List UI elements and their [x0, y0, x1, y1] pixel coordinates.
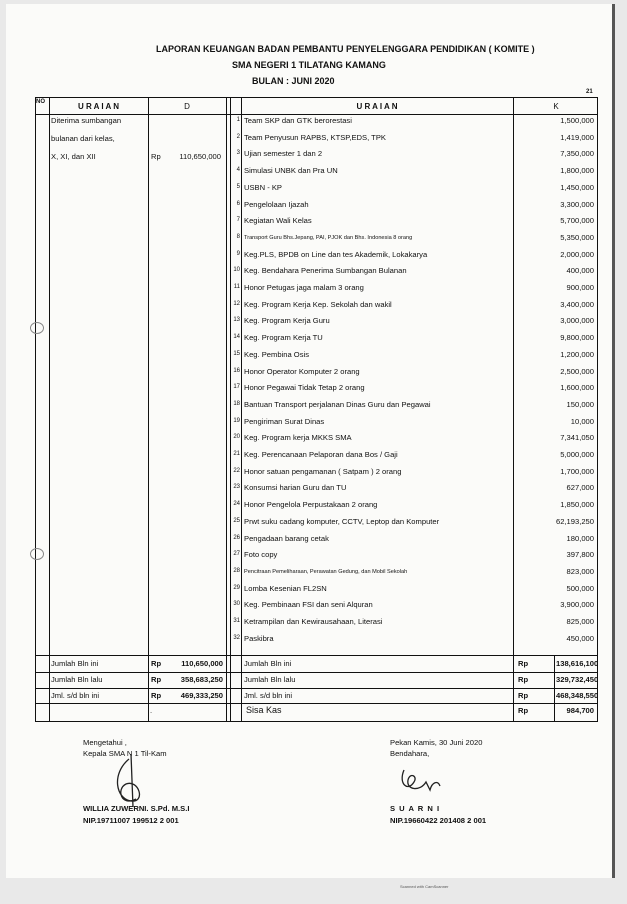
expense-amount: 1,419,000 — [560, 132, 594, 142]
expense-desc: Keg. Perencanaan Pelaporan dana Bos / Gaji — [244, 450, 398, 459]
totals-row-line — [36, 672, 597, 673]
totals-row-line — [36, 703, 597, 704]
expense-amount: 7,350,000 — [560, 149, 594, 159]
expense-no: 18 — [233, 400, 240, 407]
signature-scribble-left — [101, 749, 161, 809]
expense-amount: 1,600,000 — [560, 383, 594, 393]
expense-desc: Pengadaan barang cetak — [244, 533, 329, 543]
expense-amount: 1,850,000 — [560, 500, 594, 510]
sign-right-name: S U A R N I — [390, 804, 441, 813]
total-right-amount: 138,616,100 — [556, 659, 599, 668]
income-line: X, XI, dan XII — [51, 152, 96, 161]
expense-amount: 900,000 — [566, 283, 594, 292]
expense-no: 32 — [233, 634, 240, 641]
sisa-kas-dot: . — [150, 706, 153, 715]
expense-desc: Ujian semester 1 dan 2 — [244, 149, 323, 159]
sisa-kas-amount: 984,700 — [566, 706, 594, 715]
expense-no: 30 — [233, 601, 240, 608]
expense-desc: Pencitraan Pemeliharaan, Perawatan Gedung, dan Mobil Sekolah — [244, 568, 408, 575]
expense-no: 31 — [233, 618, 240, 624]
expense-amount: 10,000 — [570, 416, 594, 426]
total-right-label: Jml. s/d bln ini — [244, 691, 293, 700]
col-divider — [49, 98, 50, 721]
expense-no: 7 — [236, 217, 240, 224]
expense-amount: 823,000 — [566, 566, 594, 576]
scanner-footer: Scanned with CamScanner — [400, 884, 449, 889]
income-amount: 110,650,000 — [179, 152, 221, 161]
expense-no: 28 — [233, 567, 240, 574]
total-right-rp: Rp — [518, 675, 529, 684]
total-left-amount: 469,333,250 — [180, 691, 223, 700]
total-left-rp: Rp — [151, 659, 162, 668]
expense-amount: 825,000 — [566, 617, 594, 626]
expense-amount: 3,900,000 — [560, 600, 594, 610]
expense-no: 9 — [236, 250, 240, 257]
expense-desc: Team Penyusun RAPBS, KTSP,EDS, TPK — [244, 132, 386, 142]
expense-no: 4 — [236, 167, 240, 174]
expense-desc: Bantuan Transport perjalanan Dinas Guru dan Pegawai — [244, 399, 431, 409]
page-number: 21 — [586, 89, 593, 95]
expense-no: 13 — [233, 317, 240, 324]
sign-left-name: WILLIA ZUWERNI. S.Pd. M.S.I — [83, 804, 190, 813]
expense-amount: 7,341,050 — [560, 433, 594, 443]
school-name: SMA NEGERI 1 TILATANG KAMANG — [232, 60, 386, 70]
expense-no: 26 — [233, 534, 240, 541]
expense-no: 20 — [233, 434, 240, 441]
expense-amount: 3,300,000 — [560, 199, 594, 209]
expense-desc: Keg. Pembinaan FSI dan seni Alquran — [244, 600, 373, 610]
document-page — [6, 4, 615, 878]
expense-no: 29 — [233, 584, 240, 591]
expense-desc: Lomba Kesenian FL2SN — [244, 583, 327, 593]
total-left-amount: 110,650,000 — [181, 659, 223, 668]
expense-desc: Team SKP dan GTK berorestasi — [244, 116, 352, 125]
income-line: Diterima sumbangan — [51, 116, 122, 125]
expense-no: 17 — [233, 384, 240, 391]
header-row-line — [36, 114, 597, 115]
total-left-amount: 358,683,250 — [180, 675, 223, 684]
col-header-k: K — [553, 102, 559, 111]
expense-amount: 180,000 — [566, 533, 594, 543]
sisa-kas-rp: Rp — [518, 706, 529, 715]
expense-no: 5 — [236, 183, 240, 190]
expense-no: 22 — [233, 467, 240, 474]
expense-desc: Ketrampilan dan Kewirausahaan, Literasi — [244, 617, 383, 626]
sisa-kas-label: Sisa Kas — [246, 705, 282, 715]
expense-no: 24 — [233, 501, 240, 508]
col-header-d: D — [184, 102, 190, 111]
expense-desc: Prwt suku cadang komputer, CCTV, Leptop dan Komputer — [244, 516, 440, 526]
expense-no: 3 — [236, 150, 240, 157]
expense-desc: Honor Pengelola Perpustakaan 2 orang — [244, 500, 378, 510]
expense-amount: 62,193,250 — [555, 516, 594, 526]
col-divider — [226, 98, 227, 721]
income-line: bulanan dari kelas, — [51, 134, 115, 143]
col-header-uraian-right: U R A I A N — [356, 102, 398, 111]
expense-no: 1 — [236, 117, 240, 123]
expense-no: 25 — [233, 517, 240, 524]
col-divider — [148, 98, 149, 721]
expense-no: 6 — [236, 200, 240, 207]
expense-no: 15 — [233, 350, 240, 357]
expense-amount: 2,500,000 — [560, 366, 594, 376]
expense-desc: Keg. Bendahara Penerima Sumbangan Bulanan — [244, 266, 407, 276]
expense-desc: Keg. Program Kerja TU — [244, 333, 323, 343]
sign-left-line2: Kepala SMA N 1 Til-Kam — [83, 749, 167, 758]
totals-row-line — [36, 688, 597, 689]
finance-table — [35, 97, 598, 722]
expense-desc: Simulasi UNBK dan Pra UN — [244, 166, 338, 176]
col-divider — [230, 98, 231, 721]
expense-amount: 2,000,000 — [560, 249, 594, 259]
expense-no: 2 — [236, 133, 240, 140]
expense-amount: 450,000 — [566, 633, 594, 643]
expense-no: 23 — [233, 484, 240, 491]
expense-desc: Kegiatan Wali Kelas — [244, 216, 312, 226]
expense-amount: 3,000,000 — [560, 316, 594, 326]
expense-amount: 1,800,000 — [560, 166, 594, 176]
total-right-rp: Rp — [518, 659, 529, 668]
total-right-label: Jumlah Bln ini — [244, 659, 292, 668]
signature-scribble-right — [396, 762, 446, 802]
sign-left-line1: Mengetahui , — [83, 738, 127, 747]
expense-amount: 397,800 — [566, 550, 594, 560]
expense-desc: Konsumsi harian Guru dan TU — [244, 483, 347, 493]
expense-desc: Honor Pegawai Tidak Tetap 2 orang — [244, 383, 365, 393]
totals-top-line — [36, 655, 597, 656]
expense-amount: 500,000 — [566, 583, 594, 593]
expense-desc: Honor satuan pengamanan ( Satpam ) 2 orang — [244, 466, 402, 476]
punch-hole-mark — [30, 322, 44, 334]
report-title: LAPORAN KEUANGAN BADAN PEMBANTU PENYELENGGARA PENDIDIKAN ( KOMITE ) — [156, 44, 535, 54]
expense-amount: 5,350,000 — [560, 232, 594, 242]
expense-no: 11 — [233, 284, 240, 290]
expense-no: 10 — [233, 267, 240, 274]
total-left-label: Jumlah Bln lalu — [51, 675, 103, 684]
total-left-label: Jml. s/d bln ini — [51, 691, 100, 700]
expense-amount: 400,000 — [566, 266, 594, 276]
expense-amount: 5,700,000 — [560, 216, 594, 226]
total-right-label: Jumlah Bln lalu — [244, 675, 296, 684]
expense-no: 19 — [233, 417, 240, 424]
expense-desc: Keg. Program Kerja Guru — [244, 316, 330, 326]
expense-desc: Pengelolaan Ijazah — [244, 199, 309, 209]
expense-desc: Honor Operator Komputer 2 orang — [244, 366, 360, 376]
expense-desc: Keg.PLS, BPDB on Line dan tes Akademik, Lokakarya — [244, 249, 428, 259]
report-month: BULAN : JUNI 2020 — [252, 76, 335, 86]
total-left-rp: Rp — [151, 691, 162, 700]
col-header-uraian-left: U R A I A N — [77, 102, 120, 111]
sign-left-nip: NIP.19711007 199512 2 001 — [83, 816, 179, 825]
expense-desc: Keg. Pembina Osis — [244, 349, 309, 359]
expense-no: 16 — [233, 367, 240, 374]
punch-hole-mark — [30, 548, 44, 560]
expense-amount: 9,800,000 — [560, 333, 594, 343]
total-right-amount: 329,732,450 — [556, 675, 599, 684]
expense-amount: 5,000,000 — [560, 450, 594, 459]
total-left-label: Jumlah Bln ini — [51, 659, 99, 668]
expense-amount: 627,000 — [566, 483, 594, 493]
col-divider — [513, 98, 514, 721]
total-right-rp: Rp — [518, 691, 529, 700]
expense-amount: 1,700,000 — [560, 466, 594, 476]
col-header-no: NO — [36, 99, 45, 105]
expense-amount: 1,200,000 — [560, 349, 594, 359]
expense-no: 8 — [236, 233, 240, 240]
expense-amount: 150,000 — [566, 399, 594, 409]
expense-no: 14 — [233, 334, 240, 341]
sign-right-nip: NIP.19660422 201408 2 001 — [390, 816, 487, 825]
expense-amount: 1,500,000 — [560, 116, 594, 125]
total-right-amount: 468,348,550 — [556, 691, 599, 700]
expense-no: 12 — [233, 300, 240, 307]
expense-desc: Pengiriman Surat Dinas — [244, 416, 325, 426]
expense-desc: USBN - KP — [244, 182, 282, 192]
expense-desc: Transport Guru Bhs.Jepang, PAI, PJOK dan Bhs. Indonesia 8 orang — [244, 234, 413, 241]
sign-right-line2: Bendahara, — [390, 749, 430, 758]
expense-desc: Keg. Program kerja MKKS SMA — [244, 433, 352, 443]
expense-no: 21 — [233, 451, 240, 457]
expense-desc: Paskibra — [244, 633, 274, 643]
expense-amount: 1,450,000 — [560, 182, 594, 192]
expense-no: 27 — [233, 551, 240, 558]
expense-desc: Honor Petugas jaga malam 3 orang — [244, 283, 364, 292]
sign-right-line1: Pekan Kamis, 30 Juni 2020 — [390, 738, 483, 747]
expense-desc: Keg. Program Kerja Kep. Sekolah dan wakil — [244, 299, 392, 309]
income-rp: Rp — [151, 152, 161, 161]
expense-desc: Foto copy — [244, 550, 278, 560]
col-divider — [241, 98, 242, 721]
expense-amount: 3,400,000 — [560, 299, 594, 309]
total-left-rp: Rp — [151, 675, 162, 684]
